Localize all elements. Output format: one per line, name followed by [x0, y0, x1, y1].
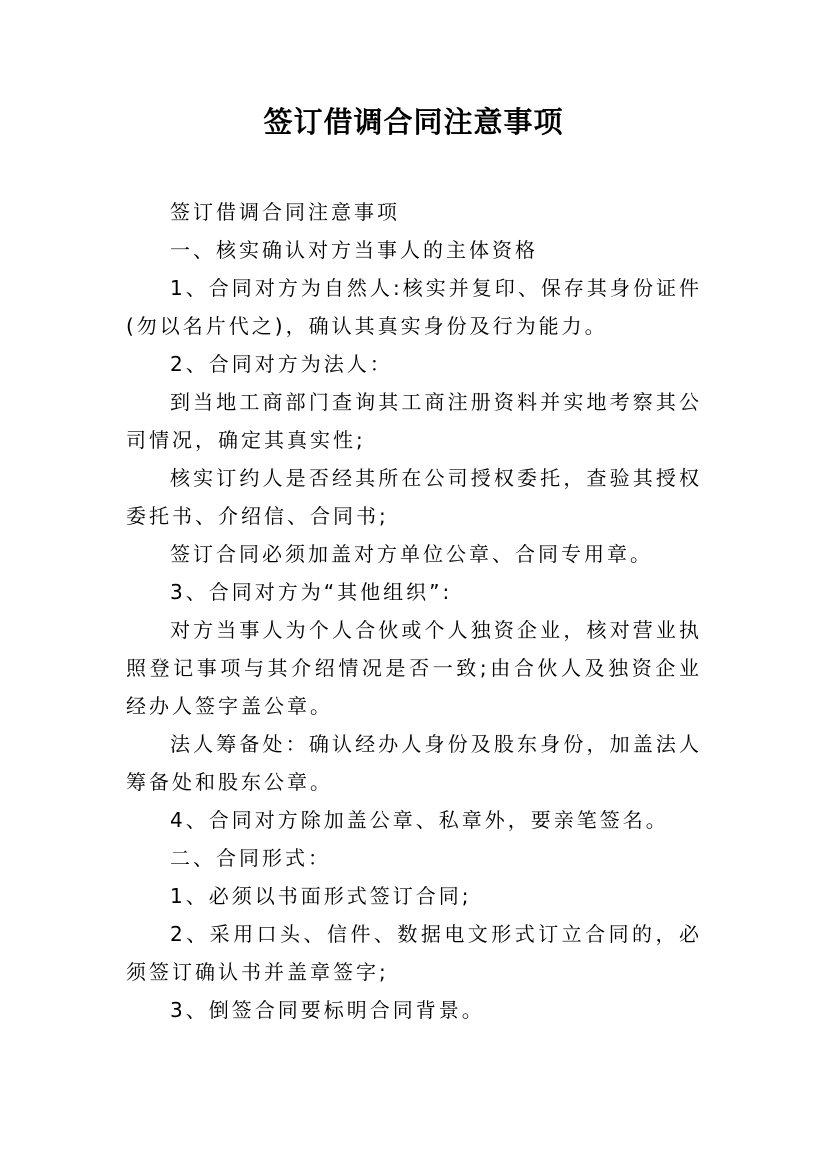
paragraph: 法人筹备处：确认经办人身份及股东身份，加盖法人筹备处和股东公章。: [126, 732, 702, 794]
paragraph: 1、合同对方为自然人:核实并复印、保存其身份证件(勿以名片代之)，确认其真实身份及行为能力。: [126, 276, 702, 338]
paragraph: 二、合同形式：: [170, 846, 331, 870]
paragraph: 签订借调合同注意事项: [170, 200, 400, 224]
paragraph: 对方当事人为个人合伙或个人独资企业，核对营业执照登记事项与其介绍情况是否一致;由合伙人及独资企业经办人签字盖公章。: [126, 618, 702, 718]
paragraph: 签订合同必须加盖对方单位公章、合同专用章。: [170, 542, 653, 566]
paragraph: 核实订约人是否经其所在公司授权委托，查验其授权委托书、介绍信、合同书;: [126, 466, 702, 528]
paragraph: 一、核实确认对方当事人的主体资格: [170, 238, 538, 262]
paragraph: 2、采用口头、信件、数据电文形式订立合同的，必须签订确认书并盖章签字;: [126, 922, 702, 984]
paragraph: 4、合同对方除加盖公章、私章外，要亲笔签名。: [170, 808, 669, 832]
paragraph: 到当地工商部门查询其工商注册资料并实地考察其公司情况，确定其真实性;: [126, 390, 702, 452]
document-title: 签订借调合同注意事项: [263, 105, 564, 139]
paragraph: 1、必须以书面形式签订合同;: [170, 884, 472, 908]
document-body: [126, 193, 702, 1029]
paragraph: 3、合同对方为“其他组织”:: [170, 580, 453, 604]
paragraph: 3、倒签合同要标明合同背景。: [170, 998, 485, 1022]
paragraph: 2、合同对方为法人：: [170, 352, 393, 376]
